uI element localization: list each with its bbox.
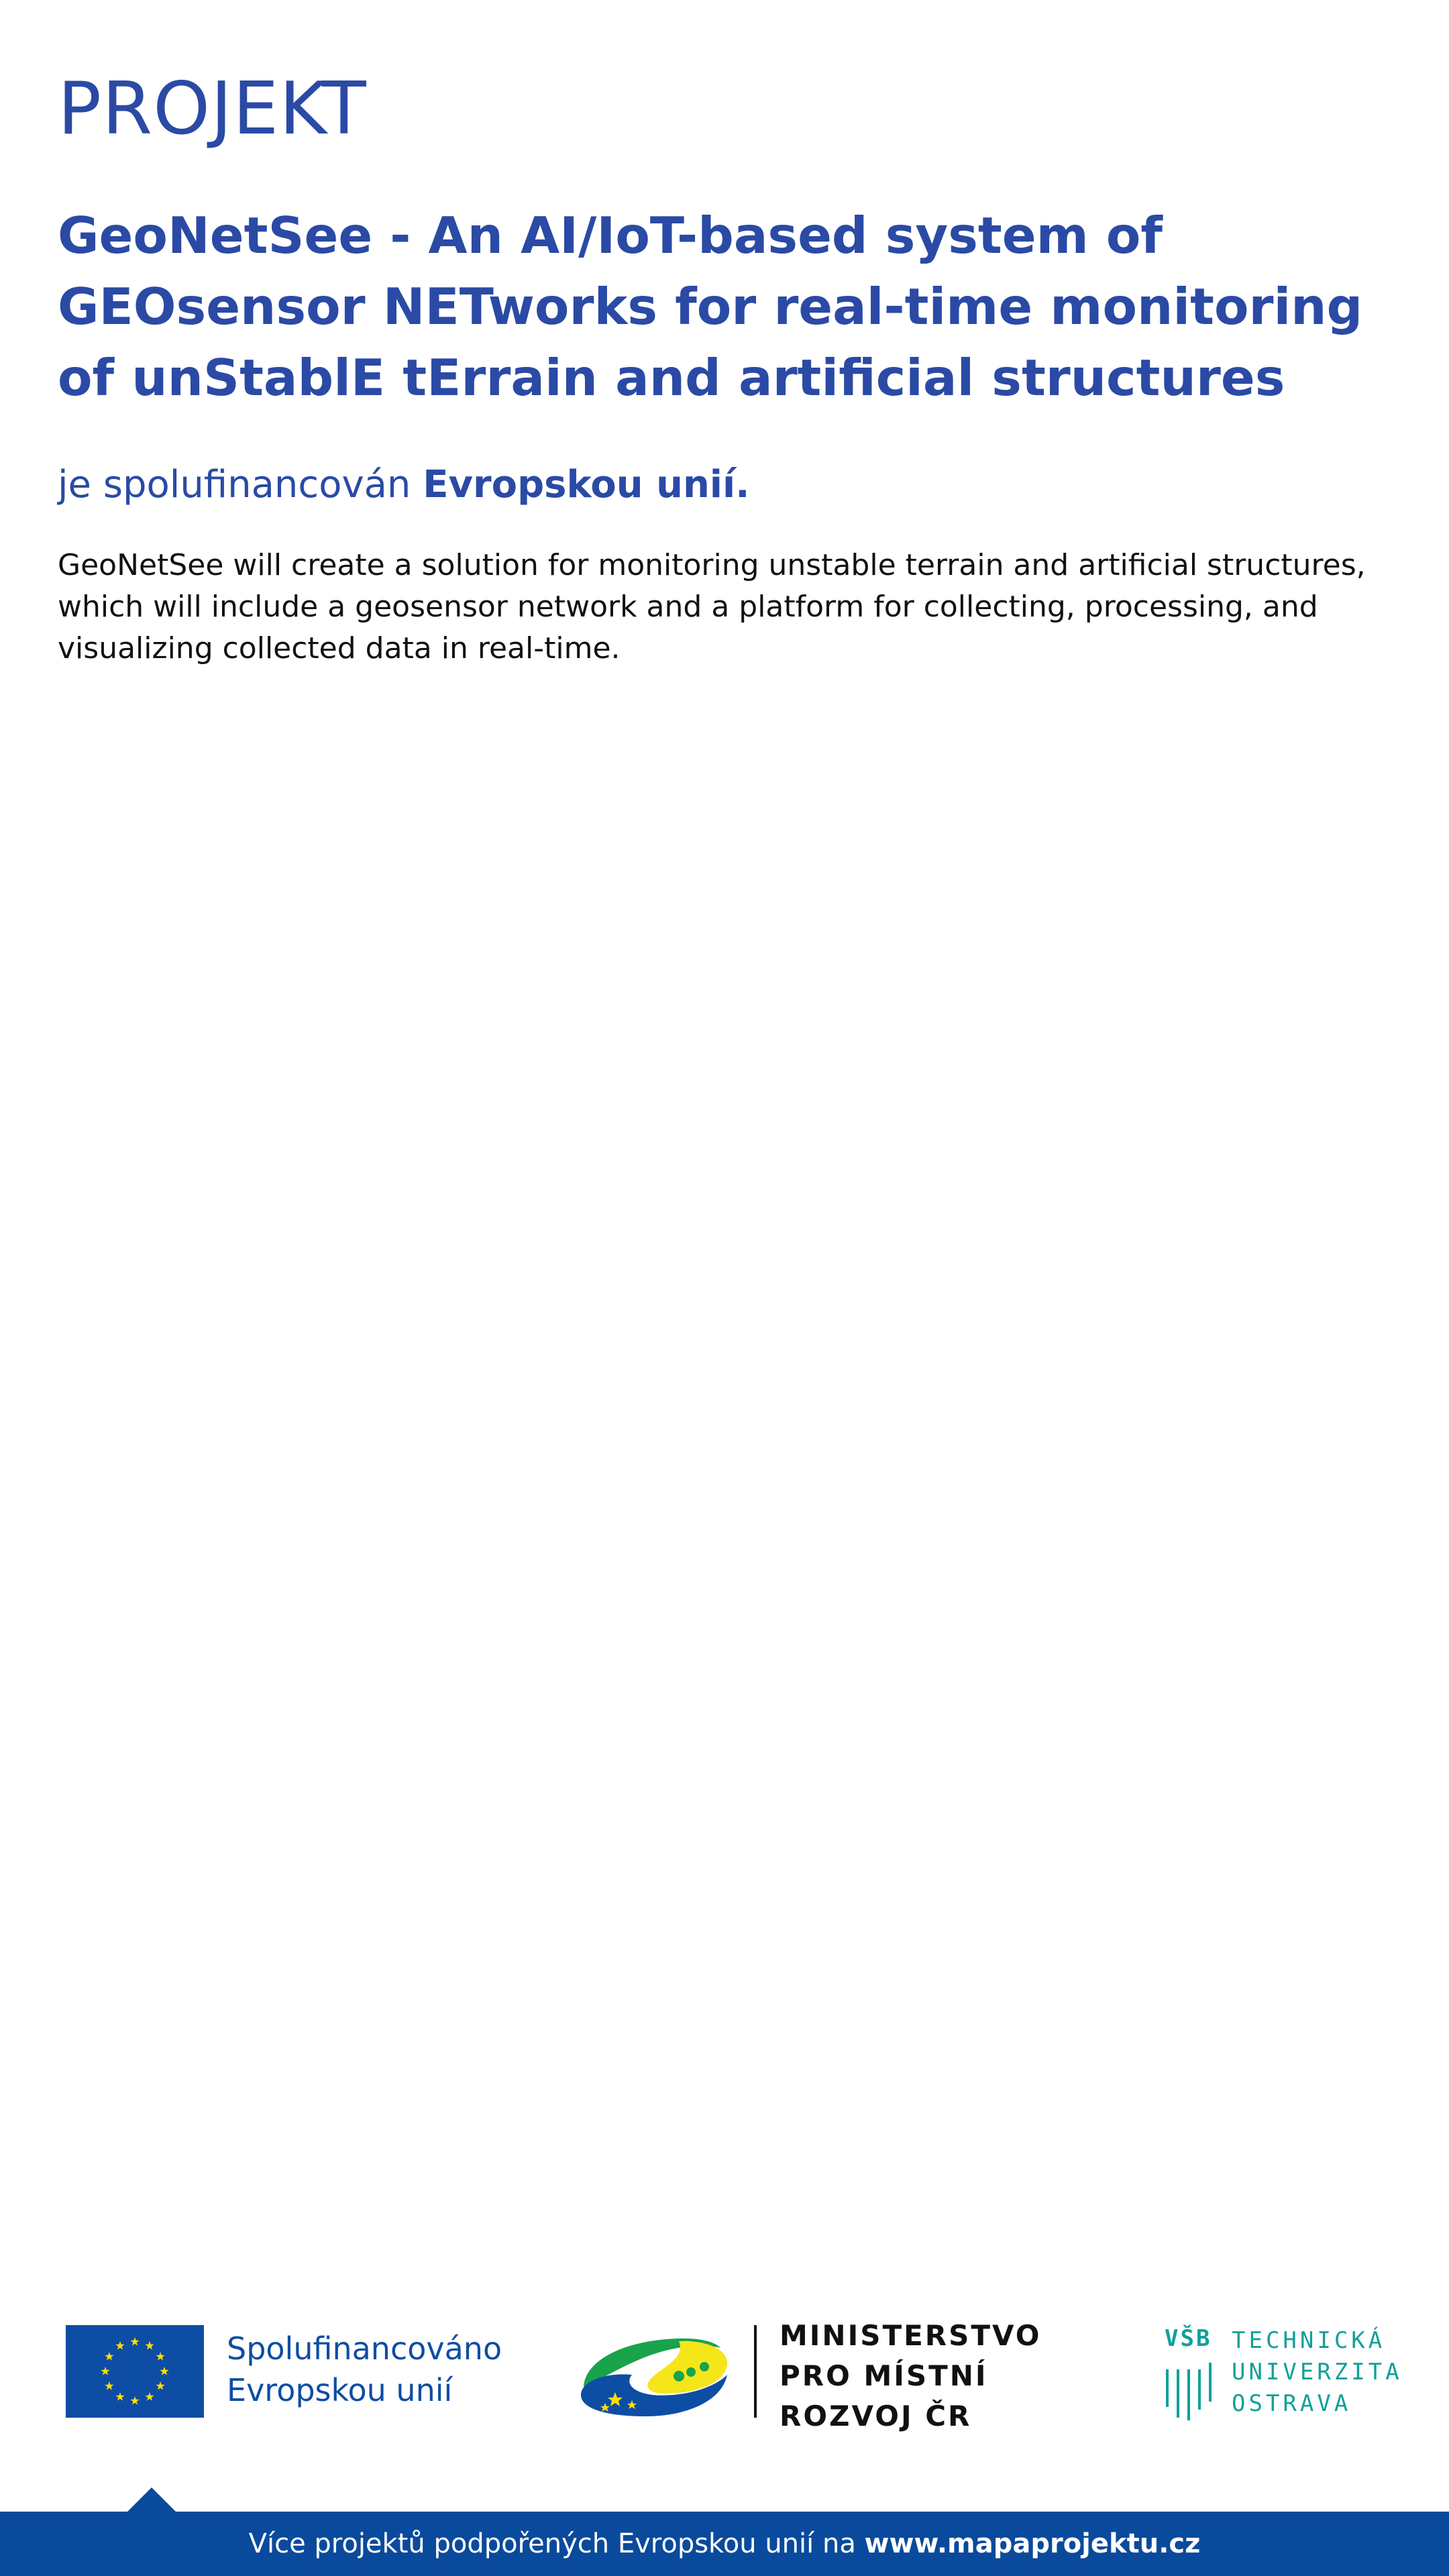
cofunding-bold: Evropskou unií. [423, 463, 750, 506]
footer-text: Více projektů podpořených Evropskou unií na [248, 2528, 856, 2559]
vsb-logo-icon [1166, 2363, 1213, 2420]
vsb-text-line3: OSTRAVA [1232, 2390, 1352, 2417]
footer-notch [126, 2486, 177, 2513]
footer-bar [0, 2512, 1449, 2576]
eu-cofunded-text [227, 2328, 502, 2411]
cofunding-statement [58, 463, 749, 506]
footer-link[interactable]: www.mapaprojektu.cz [864, 2528, 1201, 2559]
mmr-divider [754, 2325, 757, 2418]
mmr-text-line2: PRO MÍSTNÍ [780, 2359, 988, 2392]
eu-text-line1: Spolufinancováno [227, 2330, 502, 2367]
eu-flag-icon [66, 2325, 204, 2418]
project-title: GeoNetSee - An AI/IoT-based system of GEOsensor NETworks for real-time monitoring of unStablE tErrain and artificial structures [58, 206, 1363, 407]
page-label: PROJEKT [58, 67, 367, 151]
mmr-logo-icon [578, 2328, 733, 2422]
eu-text-line2: Evropskou unií [227, 2372, 453, 2408]
mmr-text-line1: MINISTERSTVO [780, 2319, 1042, 2352]
mmr-text [780, 2316, 1042, 2436]
vsb-text-line1: TECHNICKÁ [1232, 2327, 1386, 2354]
mmr-text-line3: ROZVOJ ČR [780, 2400, 972, 2432]
project-description: GeoNetSee will create a solution for monitoring unstable terrain and artificial structures, which will include a geosensor network and a platform for collecting, processing, and visualizing collected data in real-time. [58, 548, 1366, 665]
vsb-text-line2: UNIVERZITA [1232, 2359, 1403, 2385]
vsb-logo-text [1232, 2325, 1403, 2420]
cofunding-prefix: je spolufinancován [58, 463, 411, 506]
vsb-logo-name: VŠB [1165, 2325, 1212, 2352]
logo-bar [0, 2308, 1449, 2509]
